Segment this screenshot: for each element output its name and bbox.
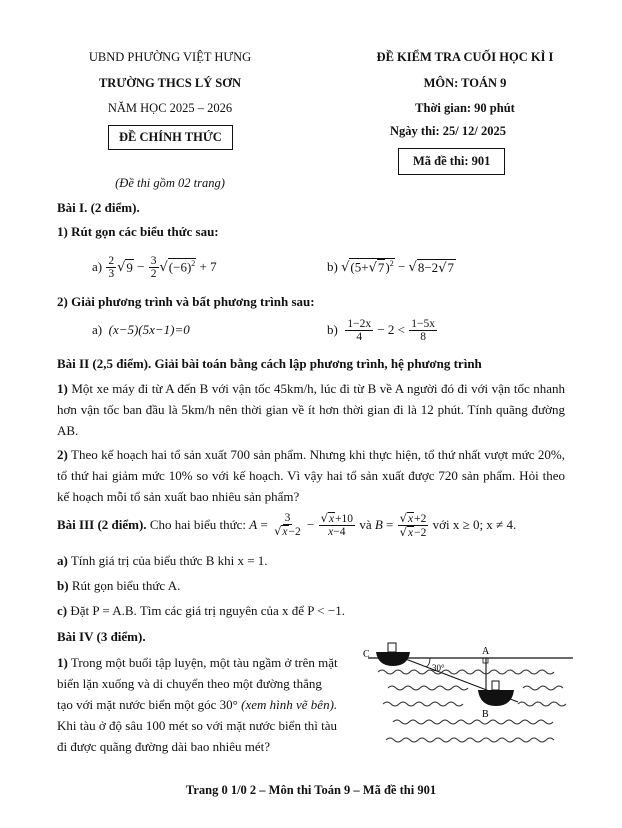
bai3-c: c) Đặt P = A.B. Tìm các giá trị nguyên của x để P < −1. <box>57 603 345 618</box>
pages-note: (Đề thi gồm 02 trang) <box>115 176 225 190</box>
bai2-problem1: 1) Một xe máy đi từ A đến B với vận tốc 45km/h, lúc đi từ B về A người đó đi với vận tốc nhanh hơn vận tốc ban đầu là 5km/h nên thời gian về ít hơn thời gian đi là 12 phút. Tính quãng đường AB. <box>57 381 565 438</box>
bai3-a: a) Tính giá trị của biểu thức B khi x = 1. <box>57 553 268 568</box>
exam-date: Ngày thi: 25/ 12/ 2025 <box>390 124 506 138</box>
label-a: A <box>482 646 490 657</box>
bai2-title: Bài II (2,5 điểm). Giải bài toán bằng cách lập phương trình, hệ phương trình <box>57 356 482 371</box>
header-school-year: NĂM HỌC 2025 – 2026 <box>107 101 233 115</box>
exam-duration: Thời gian: 90 phút <box>415 101 515 115</box>
label-c: C <box>363 649 370 660</box>
submarine-submerged-icon <box>478 690 514 706</box>
exam-title: ĐỀ KIỂM TRA CUỐI HỌC KÌ I <box>376 50 554 64</box>
bai2-problem2: 2) Theo kế hoạch hai tổ sản xuất 700 sản phẩm. Nhưng khi thực hiện, tổ thứ nhất vượt mức 20%, tổ thứ hai giảm mức 10% so với kế hoạch. Vì vậy hai tổ sản xuất được 720 sản phẩm. Hỏi theo kế hoạch mỗi tổ sản xuất bao nhiêu sản phẩm? <box>57 447 566 504</box>
bai4-problem1: 1) Trong một buổi tập luyện, một tàu ngầm ở trên mặt biển lặn xuống và di chuyển theo một đường thẳng tạo với mặt nước biển một góc 30° (xem hình vẽ bên). Khi tàu ở độ sâu 100 mét so với mặt nước biển thì tàu đi được quãng đường dài bao nhiêu mét? <box>57 655 338 754</box>
official-badge: ĐỀ CHÍNH THỨC <box>108 125 233 150</box>
exam-subject: MÔN: TOÁN 9 <box>423 76 507 90</box>
exam-code-badge: Mã đề thi: 901 <box>398 148 505 175</box>
bai1-q1b: b) √ $(5+√7)^2$ − √ 8−2√7 <box>327 259 454 276</box>
bai1-q1a: a) $\frac{2}{3}$ √ 9 − $\frac{3}{2}$ √ $(-6)^2$ + 7 <box>92 254 217 280</box>
label-b: B <box>482 709 489 720</box>
page-footer: Trang 0 1/0 2 – Môn thi Toán 9 – Mã đề thi 901 <box>185 783 437 797</box>
bai1-q2b: b) $\frac{1-2x}{4}$ − 2 < $\frac{1-5x}{8}$ <box>327 317 436 343</box>
bai3-b: b) Rút gọn biểu thức A. <box>57 578 181 593</box>
angle-label: 30° <box>432 663 445 673</box>
bai1-q1: 1) Rút gọn các biểu thức sau: <box>57 224 219 239</box>
header-school: TRƯỜNG THCS LÝ SƠN <box>98 76 242 90</box>
bai3-heading: Bài III (2 điểm). Cho hai biểu thức: A = $\frac{3}{√x-2}$ − $\frac{√x+10}{x-4}$ và B = $\frac{√x+2}{√x-2}$ với x ≥ 0; x ≠ 4. <box>57 510 517 539</box>
header-department: UBND PHƯỜNG VIỆT HƯNG <box>88 50 252 64</box>
bai1-q2a: a) (x−5)(5x−1)=0 <box>92 322 190 337</box>
submarine-figure <box>358 638 580 750</box>
bai4-title: Bài IV (3 điểm). <box>57 629 146 644</box>
bai1-title: Bài I. (2 điểm). <box>57 200 140 215</box>
bai1-q2: 2) Giải phương trình và bất phương trình sau: <box>57 294 315 309</box>
